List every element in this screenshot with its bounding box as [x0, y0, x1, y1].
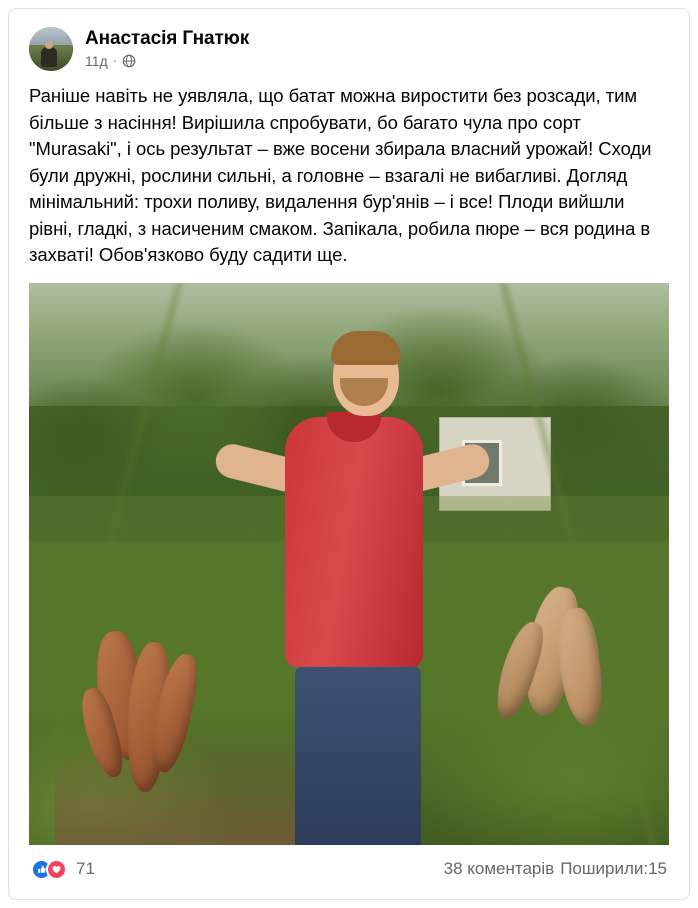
post-photo[interactable] — [29, 283, 669, 845]
post-header — [9, 9, 689, 71]
social-post-card — [8, 8, 690, 900]
post-meta — [85, 53, 249, 69]
post-text: Раніше навіть не уявляла, що батат можна виростити без розсади, тим більше з насіння! Вирішила спробувати, бо багато чула про сорт "Murasaki", і ось результат – вже восени збирала власний урожай! Сходи були дружні, рослини сильні, а головне – взагалі не вибагливі. Догляд мінімальний: трохи поливу, видалення бур'янів – і все! Плоди вийшли рівні, гладкі, з насиченим смаком. Запікала, робила пюре – вся родина в захваті! Обов'язково буду садити ще. — [29, 85, 657, 265]
reactions-group[interactable] — [31, 859, 95, 880]
post-footer — [9, 839, 689, 899]
author-name[interactable]: Анастасія Гнатюк — [85, 28, 250, 49]
globe-icon[interactable] — [122, 54, 136, 68]
meta-separator: · — [112, 53, 118, 68]
post-timestamp[interactable]: 11д — [85, 53, 108, 69]
photo-stems — [29, 283, 669, 845]
comments-count[interactable]: 38 коментарів — [443, 859, 555, 878]
avatar[interactable] — [29, 27, 73, 71]
post-header-text — [85, 27, 249, 69]
reaction-count[interactable]: 71 — [76, 859, 95, 878]
reaction-icons[interactable] — [31, 859, 67, 880]
love-icon[interactable] — [46, 859, 67, 880]
post-stats — [444, 859, 667, 879]
shares-count[interactable]: Поширили:15 — [560, 859, 667, 878]
avatar-figure — [41, 47, 57, 67]
